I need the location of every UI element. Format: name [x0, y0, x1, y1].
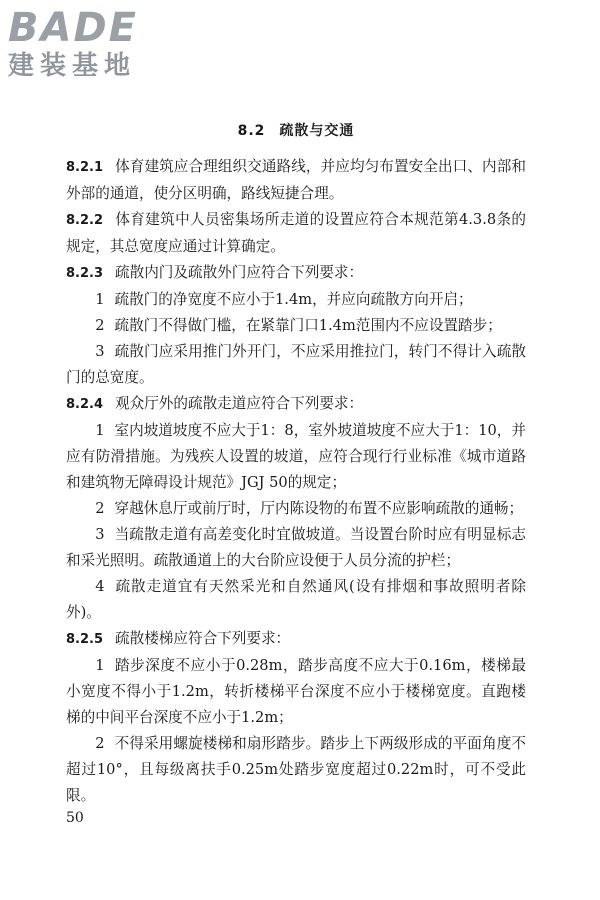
clause-item: [66, 287, 526, 313]
document-body: [66, 118, 526, 809]
clause-number: 8.2.3: [66, 266, 104, 281]
clause-text: 疏散内门及疏散外门应符合下列要求：: [115, 264, 364, 281]
item-number: 4: [95, 578, 105, 595]
item-number: 2: [95, 317, 105, 334]
logo-wordmark: BADE: [8, 5, 138, 51]
item-number: 1: [95, 657, 105, 674]
clause-text: 体育建筑中人员密集场所走道的设置应符合本规范第4.3.8条的规定，其总宽度应通过计算确定。: [66, 211, 526, 255]
section-title: 疏散与交通: [279, 123, 355, 139]
clause-text: 观众厅外的疏散走道应符合下列要求：: [115, 395, 364, 412]
item-text: 疏散门不得做门槛，在紧靠门口1.4m范围内不应设置踏步；: [114, 317, 502, 334]
clause-text: 疏散楼梯应符合下列要求：: [115, 630, 291, 647]
clause-number: 8.2.4: [66, 397, 104, 412]
clause-text: 体育建筑应合理组织交通路线，并应均匀布置安全出口、内部和外部的通道，使分区明确，路线短捷合理。: [66, 158, 526, 202]
item-text: 疏散走道宜有天然采光和自然通风(设有排烟和事故照明者除外)。: [66, 578, 526, 621]
clause-item: [66, 313, 526, 339]
item-text: 室内坡道坡度不应大于1：8，室外坡道坡度不应大于1：10，并应有防滑措施。为残疾人设置的坡道，应符合现行行业标准《城市道路和建筑物无障碍设计规范》JGJ 50的规定；: [66, 422, 526, 491]
item-text: 不得采用螺旋楼梯和扇形踏步。踏步上下两级形成的平面角度不超过10°，且每级离扶手0.25m处踏步宽度超过0.22m时，可不受此限。: [66, 735, 526, 804]
item-text: 穿越休息厅或前厅时，厅内陈设物的布置不应影响疏散的通畅；: [114, 500, 524, 517]
clause-number: 8.2.5: [66, 632, 104, 647]
clause-8-2-3: [66, 260, 526, 287]
item-text: 当疏散走道有高差变化时宜做坡道。当设置台阶时应有明显标志和采光照明。疏散通道上的大台阶应设便于人员分流的护栏；: [66, 526, 526, 569]
item-number: 2: [95, 500, 105, 517]
logo-subtitle: 建装基地: [8, 51, 137, 81]
clause-item: [66, 574, 526, 626]
clause-item: [66, 496, 526, 522]
clause-number: 8.2.1: [66, 160, 104, 175]
clause-8-2-1: [66, 154, 526, 207]
clause-item: [66, 522, 526, 574]
clause-8-2-5: [66, 626, 526, 653]
clause-item: [66, 653, 526, 731]
clause-number: 8.2.2: [66, 213, 104, 228]
item-text: 疏散门应采用推门外开门，不应采用推拉门，转门不得计入疏散门的总宽度。: [66, 343, 526, 386]
clause-8-2-4: [66, 391, 526, 418]
bade-logo: [8, 6, 178, 82]
clause-item: [66, 339, 526, 391]
item-number: 2: [95, 735, 105, 752]
page-number: 50: [66, 810, 84, 826]
clause-8-2-2: [66, 207, 526, 260]
clause-item: [66, 418, 526, 496]
clause-item: [66, 731, 526, 809]
section-heading: [66, 118, 526, 144]
item-text: 疏散门的净宽度不应小于1.4m，并应向疏散方向开启；: [114, 291, 473, 308]
section-number: 8.2: [237, 123, 266, 139]
item-number: 1: [95, 291, 105, 308]
item-text: 踏步深度不应小于0.28m，踏步高度不应大于0.16m，楼梯最小宽度不得小于1.2m，转折楼梯平台深度不应小于楼梯宽度。直跑楼梯的中间平台深度不应小于1.2m；: [66, 657, 526, 726]
item-number: 3: [95, 343, 105, 360]
item-number: 1: [95, 422, 105, 439]
item-number: 3: [95, 526, 105, 543]
